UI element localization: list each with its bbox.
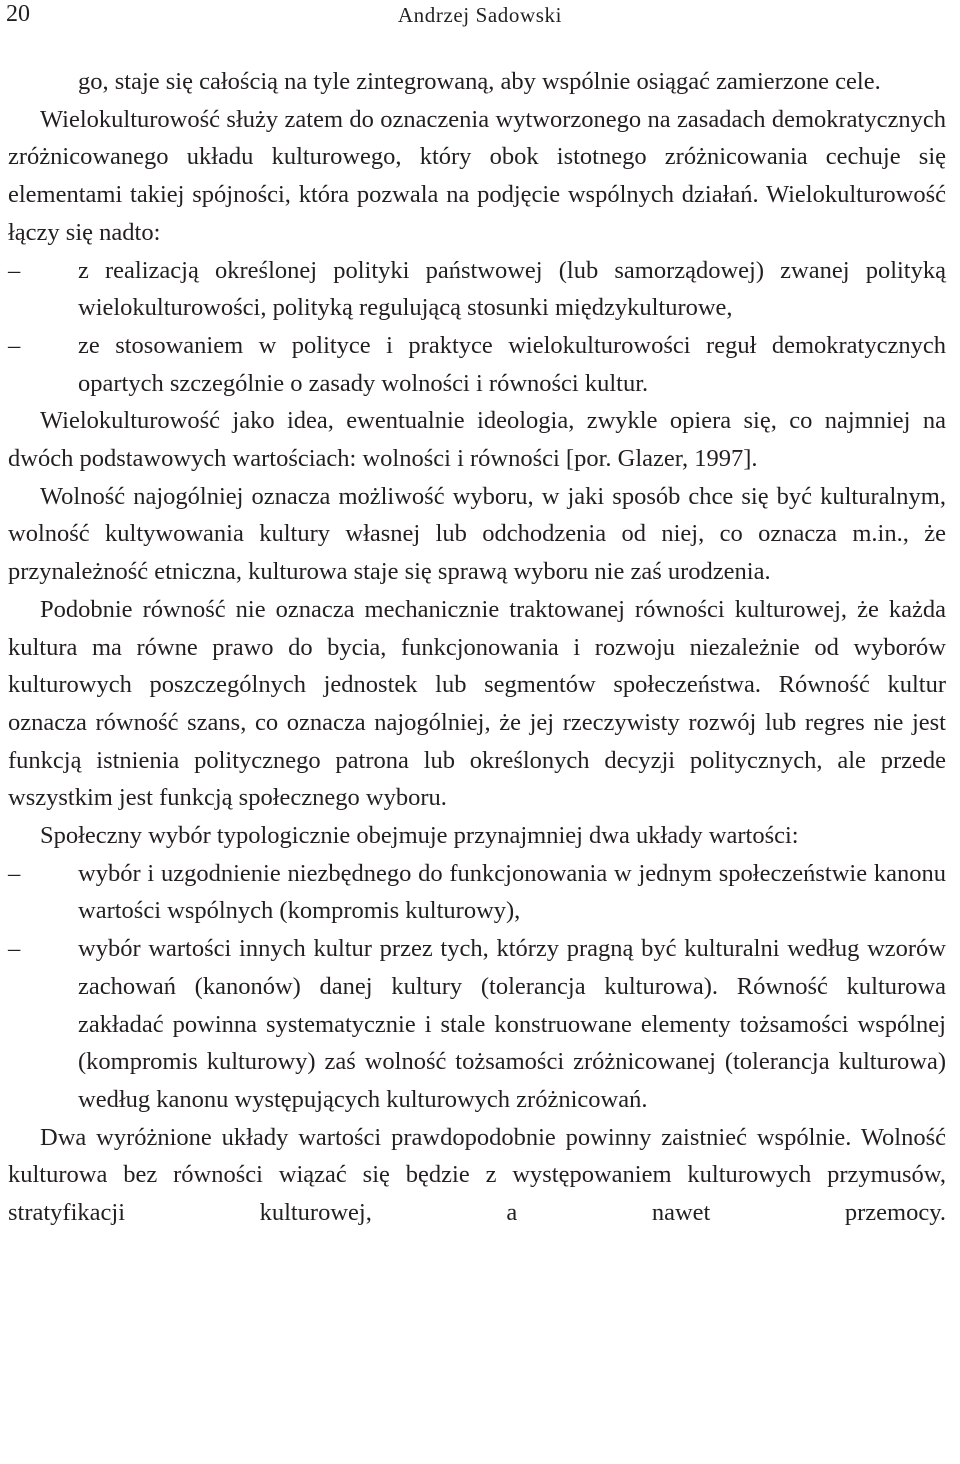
paragraph-equality: Podobnie równość nie oznacza mechanicznie traktowanej równości kulturowej, że każda kultura ma równe prawo do bycia, funkcjonowania i rozwoju niezależnie od wyborów kulturowych poszczególnych jednostek lub segmentów społeczeństwa. Równość kultur oznacza równość szans, co oznacza najogólniej, że jej rzeczywisty rozwój lub regres nie jest funkcją istnienia politycznego patrona lub określonych decyzji politycznych, ale przede wszystkim jest funkcją społecznego wyboru. [8, 595, 946, 812]
running-head-author: Andrzej Sadowski [397, 3, 563, 27]
list-item-text: wybór i uzgodnienie niezbędnego do funkcjonowania w jednym społeczeństwie kanonu wartości wspólnych (kompromis kulturowy), [78, 859, 946, 925]
list-item [8, 855, 946, 930]
paragraph-multiculturalism-definition: Wielokulturowość służy zatem do oznaczenia wytworzonego na zasadach demokratycznych zróżnicowanego układu kulturowego, który obok istotnego zróżnicowania cechuje się elementami takiej spójności, która pozwala na podjęcie wspólnych działań. Wielokulturowość łączy się nadto: [8, 105, 946, 246]
list-value-systems [8, 855, 946, 1119]
page-number: 20 [6, 1, 30, 27]
dash-marker: – [8, 256, 21, 284]
paragraph-social-choice: Społeczny wybór typologicznie obejmuje przynajmniej dwa układy wartości: [40, 822, 799, 850]
paragraph-freedom: Wolność najogólniej oznacza możliwość wyboru, w jaki sposób chce się być kulturalnym, wolność kultywowania kultury własnej lub odchodzenia od niej, co oznacza m.in., że przynależność etniczna, kulturowa staje się sprawą wyboru nie zaś urodzenia. [8, 482, 946, 586]
list-item-text: z realizacją określonej polityki państwowej (lub samorządowej) zwanej polityką wielokulturowości, polityką regulującą stosunki międzykulturowe, [78, 256, 946, 322]
dash-marker: – [8, 859, 21, 887]
body-text [8, 63, 946, 1232]
paragraph-conclusion: Dwa wyróżnione układy wartości prawdopodobnie powinny zaistnieć wspólnie. Wolność kulturowa bez równości wiązać się będzie z występowaniem kulturowych przymusów, stratyfikacji kulturowej, a nawet przemocy. [8, 1123, 946, 1227]
list-item [8, 327, 946, 402]
paragraph-idea-values: Wielokulturowość jako idea, ewentualnie ideologia, zwykle opiera się, co najmniej na dwóch podstawowych wartościach: wolności i równości [por. Glazer, 1997]. [8, 407, 946, 473]
paragraph-continuation: go, staje się całością na tyle zintegrowaną, aby wspólnie osiągać zamierzone cele. [78, 68, 881, 95]
list-multiculturalism-links [8, 252, 946, 403]
page-header [0, 0, 960, 30]
list-item [8, 252, 946, 327]
list-item-text: wybór wartości innych kultur przez tych, którzy pragną być kulturalni według wzorów zachowań (kanonów) danej kultury (tolerancja kulturowa). Równość kulturowa zakładać powinna systematycznie i stale konstruowane elementy tożsamości wspólnej (kompromis kulturowy) zaś wolność tożsamości zróżnicowanej (tolerancja kulturowa) według kanonu występujących kulturowych zróżnicowań. [78, 935, 946, 1113]
list-item [8, 930, 946, 1119]
dash-marker: – [8, 331, 21, 359]
dash-marker: – [8, 935, 21, 963]
list-item-text: ze stosowaniem w polityce i praktyce wielokulturowości reguł demokratycznych opartych szczególnie o zasady wolności i równości kultur. [78, 331, 946, 397]
